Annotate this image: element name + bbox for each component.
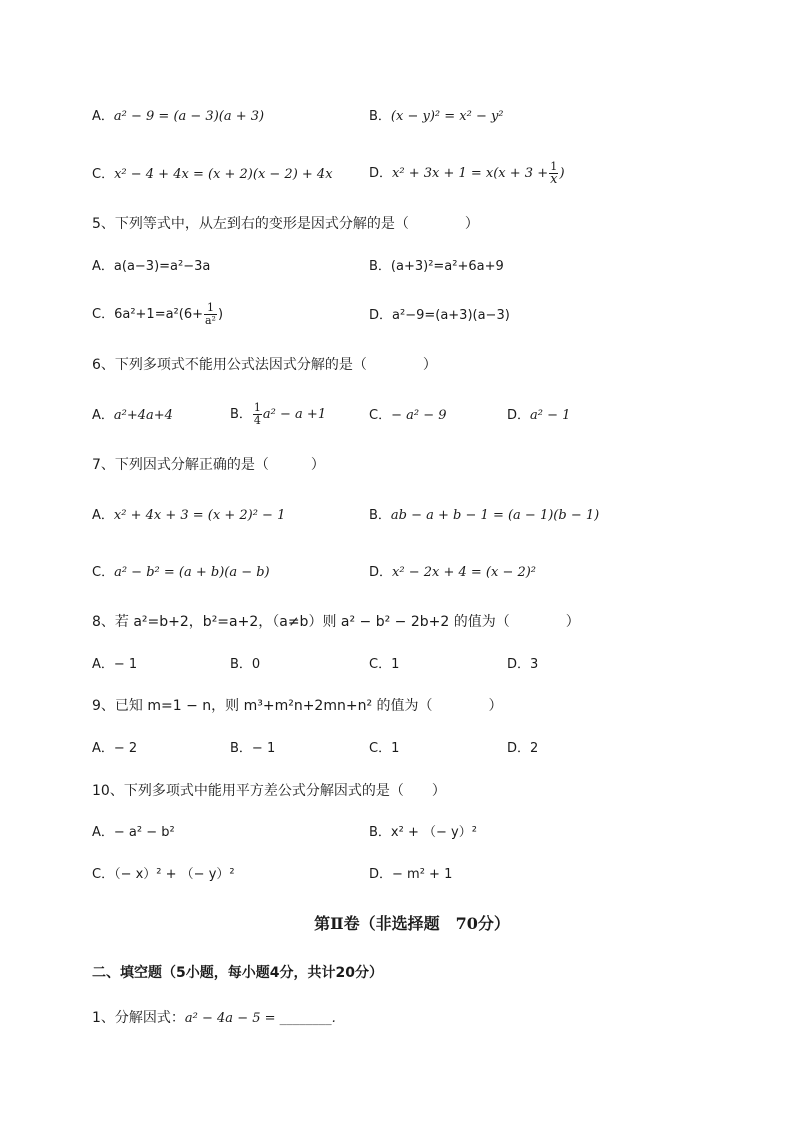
option-math: (x − y)² = x² − y² [390, 109, 504, 124]
q8-option-a: A．− 1 [92, 657, 138, 672]
q6-option-c [369, 406, 447, 426]
q5-option-d [369, 306, 510, 326]
question-6-stem: 6、下列多项式不能用公式法因式分解的是（ ） [92, 357, 437, 373]
option-label: D． [369, 565, 393, 580]
question-7-stem: 7、下列因式分解正确的是（ ） [92, 457, 325, 473]
q4-option-c [92, 165, 333, 185]
option-label: D． [369, 166, 393, 181]
option-label: C． [92, 565, 115, 580]
q7-option-d [369, 563, 536, 583]
option-label: D． [369, 308, 393, 323]
option-label: A． [92, 825, 114, 840]
option-label: B． [369, 109, 391, 124]
q8-option-c: C．1 [369, 657, 400, 672]
q10-option-a [92, 823, 175, 843]
q9-option-a: A．− 2 [92, 741, 138, 756]
option-label: B． [230, 407, 252, 422]
q8-option-b: B．0 [230, 657, 261, 672]
option-label: C． [92, 167, 115, 182]
q7-option-a [92, 506, 285, 526]
option-math: x² + 4x + 3 = (x + 2)² − 1 [113, 508, 286, 523]
option-label: D． [507, 408, 531, 423]
option-math: a² − 1 [530, 408, 571, 423]
option-math: a²+4a+4 [113, 408, 173, 423]
q6-option-b [230, 398, 326, 432]
option-math: a²−9=(a+3)(a−3) [392, 308, 510, 323]
fraction-denominator: a² [205, 314, 216, 327]
option-math: ) [559, 166, 565, 181]
option-math: a² − a +1 [262, 407, 327, 422]
question-9-stem: 9、已知 m=1 − n，则 m³+m²n+2mn+n² 的值为（ ） [92, 698, 503, 714]
option-label: C． [92, 867, 115, 882]
q6-option-a [92, 406, 173, 426]
q7-option-b [369, 506, 599, 526]
fill-question-1 [92, 1008, 336, 1029]
option-label: A． [92, 408, 114, 423]
option-label: D． [369, 867, 393, 882]
fraction-numerator: 1 [253, 401, 261, 414]
fraction-numerator: 1 [550, 160, 558, 173]
option-label: B． [369, 508, 391, 523]
option-math: − m² + 1 [392, 867, 453, 882]
option-math: − a² − b² [113, 825, 175, 840]
q10-option-b [369, 823, 477, 843]
option-label: C． [92, 307, 115, 322]
q5-option-a [92, 257, 210, 277]
question-text: 1、分解因式： [92, 1010, 185, 1026]
q10-option-d [369, 865, 452, 885]
option-math: a² − b² = (a + b)(a − b) [114, 565, 270, 580]
q8-option-d: D．3 [507, 657, 539, 672]
option-math: 6a²+1=a²(6+ [114, 307, 203, 322]
q10-option-c [92, 865, 235, 885]
option-math: x² + （− y）² [390, 825, 477, 840]
q4-option-b [369, 107, 504, 127]
q9-option-d: D．2 [507, 741, 539, 756]
part-2-title: 第Ⅱ卷（非选择题 70分） [314, 914, 510, 933]
option-math: a(a−3)=a²−3a [113, 259, 211, 274]
option-math: ) [217, 307, 224, 322]
q5-option-b [369, 257, 504, 277]
option-label: C． [369, 408, 392, 423]
q7-option-c [92, 563, 270, 583]
fraction [549, 161, 558, 186]
question-10-stem: 10、下列多项式中能用平方差公式分解因式的是（ ） [92, 783, 446, 799]
option-math: (a+3)²=a²+6a+9 [390, 259, 504, 274]
fraction-denominator: x [550, 172, 558, 187]
option-label: A． [92, 508, 114, 523]
option-math: ab − a + b − 1 = (a − 1)(b − 1) [390, 508, 600, 523]
question-math: a² − 4a − 5 = ________. [184, 1011, 336, 1026]
question-8-stem: 8、若 a²=b+2，b²=a+2，（a≠b）则 a² − b² − 2b+2 的值为（ ） [92, 614, 580, 630]
fill-in-section-heading: 二、填空题（5小题，每小题4分，共计20分） [92, 965, 383, 981]
fraction [253, 402, 262, 427]
option-label: B． [369, 825, 391, 840]
option-math: x² − 2x + 4 = (x − 2)² [392, 565, 537, 580]
option-math: x² − 4 + 4x = (x + 2)(x − 2) + 4x [114, 167, 333, 182]
fraction-denominator: 4 [253, 414, 261, 427]
q4-option-a [92, 107, 264, 127]
q4-option-d [369, 157, 565, 191]
option-math: x² + 3x + 1 = x(x + 3 + [392, 166, 549, 181]
q9-option-c: C．1 [369, 741, 400, 756]
q5-option-c [92, 298, 223, 332]
question-5-stem: 5、下列等式中，从左到右的变形是因式分解的是（ ） [92, 216, 479, 232]
option-label: A． [92, 259, 114, 274]
q9-option-b: B．− 1 [230, 741, 276, 756]
option-math: − a² − 9 [391, 408, 447, 423]
option-label: B． [369, 259, 391, 274]
q6-option-d [507, 406, 570, 426]
option-math: （− x）² + （− y）² [114, 867, 235, 882]
fraction [204, 302, 217, 327]
fraction-numerator: 1 [204, 302, 217, 315]
option-label: A． [92, 109, 114, 124]
option-math: a² − 9 = (a − 3)(a + 3) [113, 109, 265, 124]
